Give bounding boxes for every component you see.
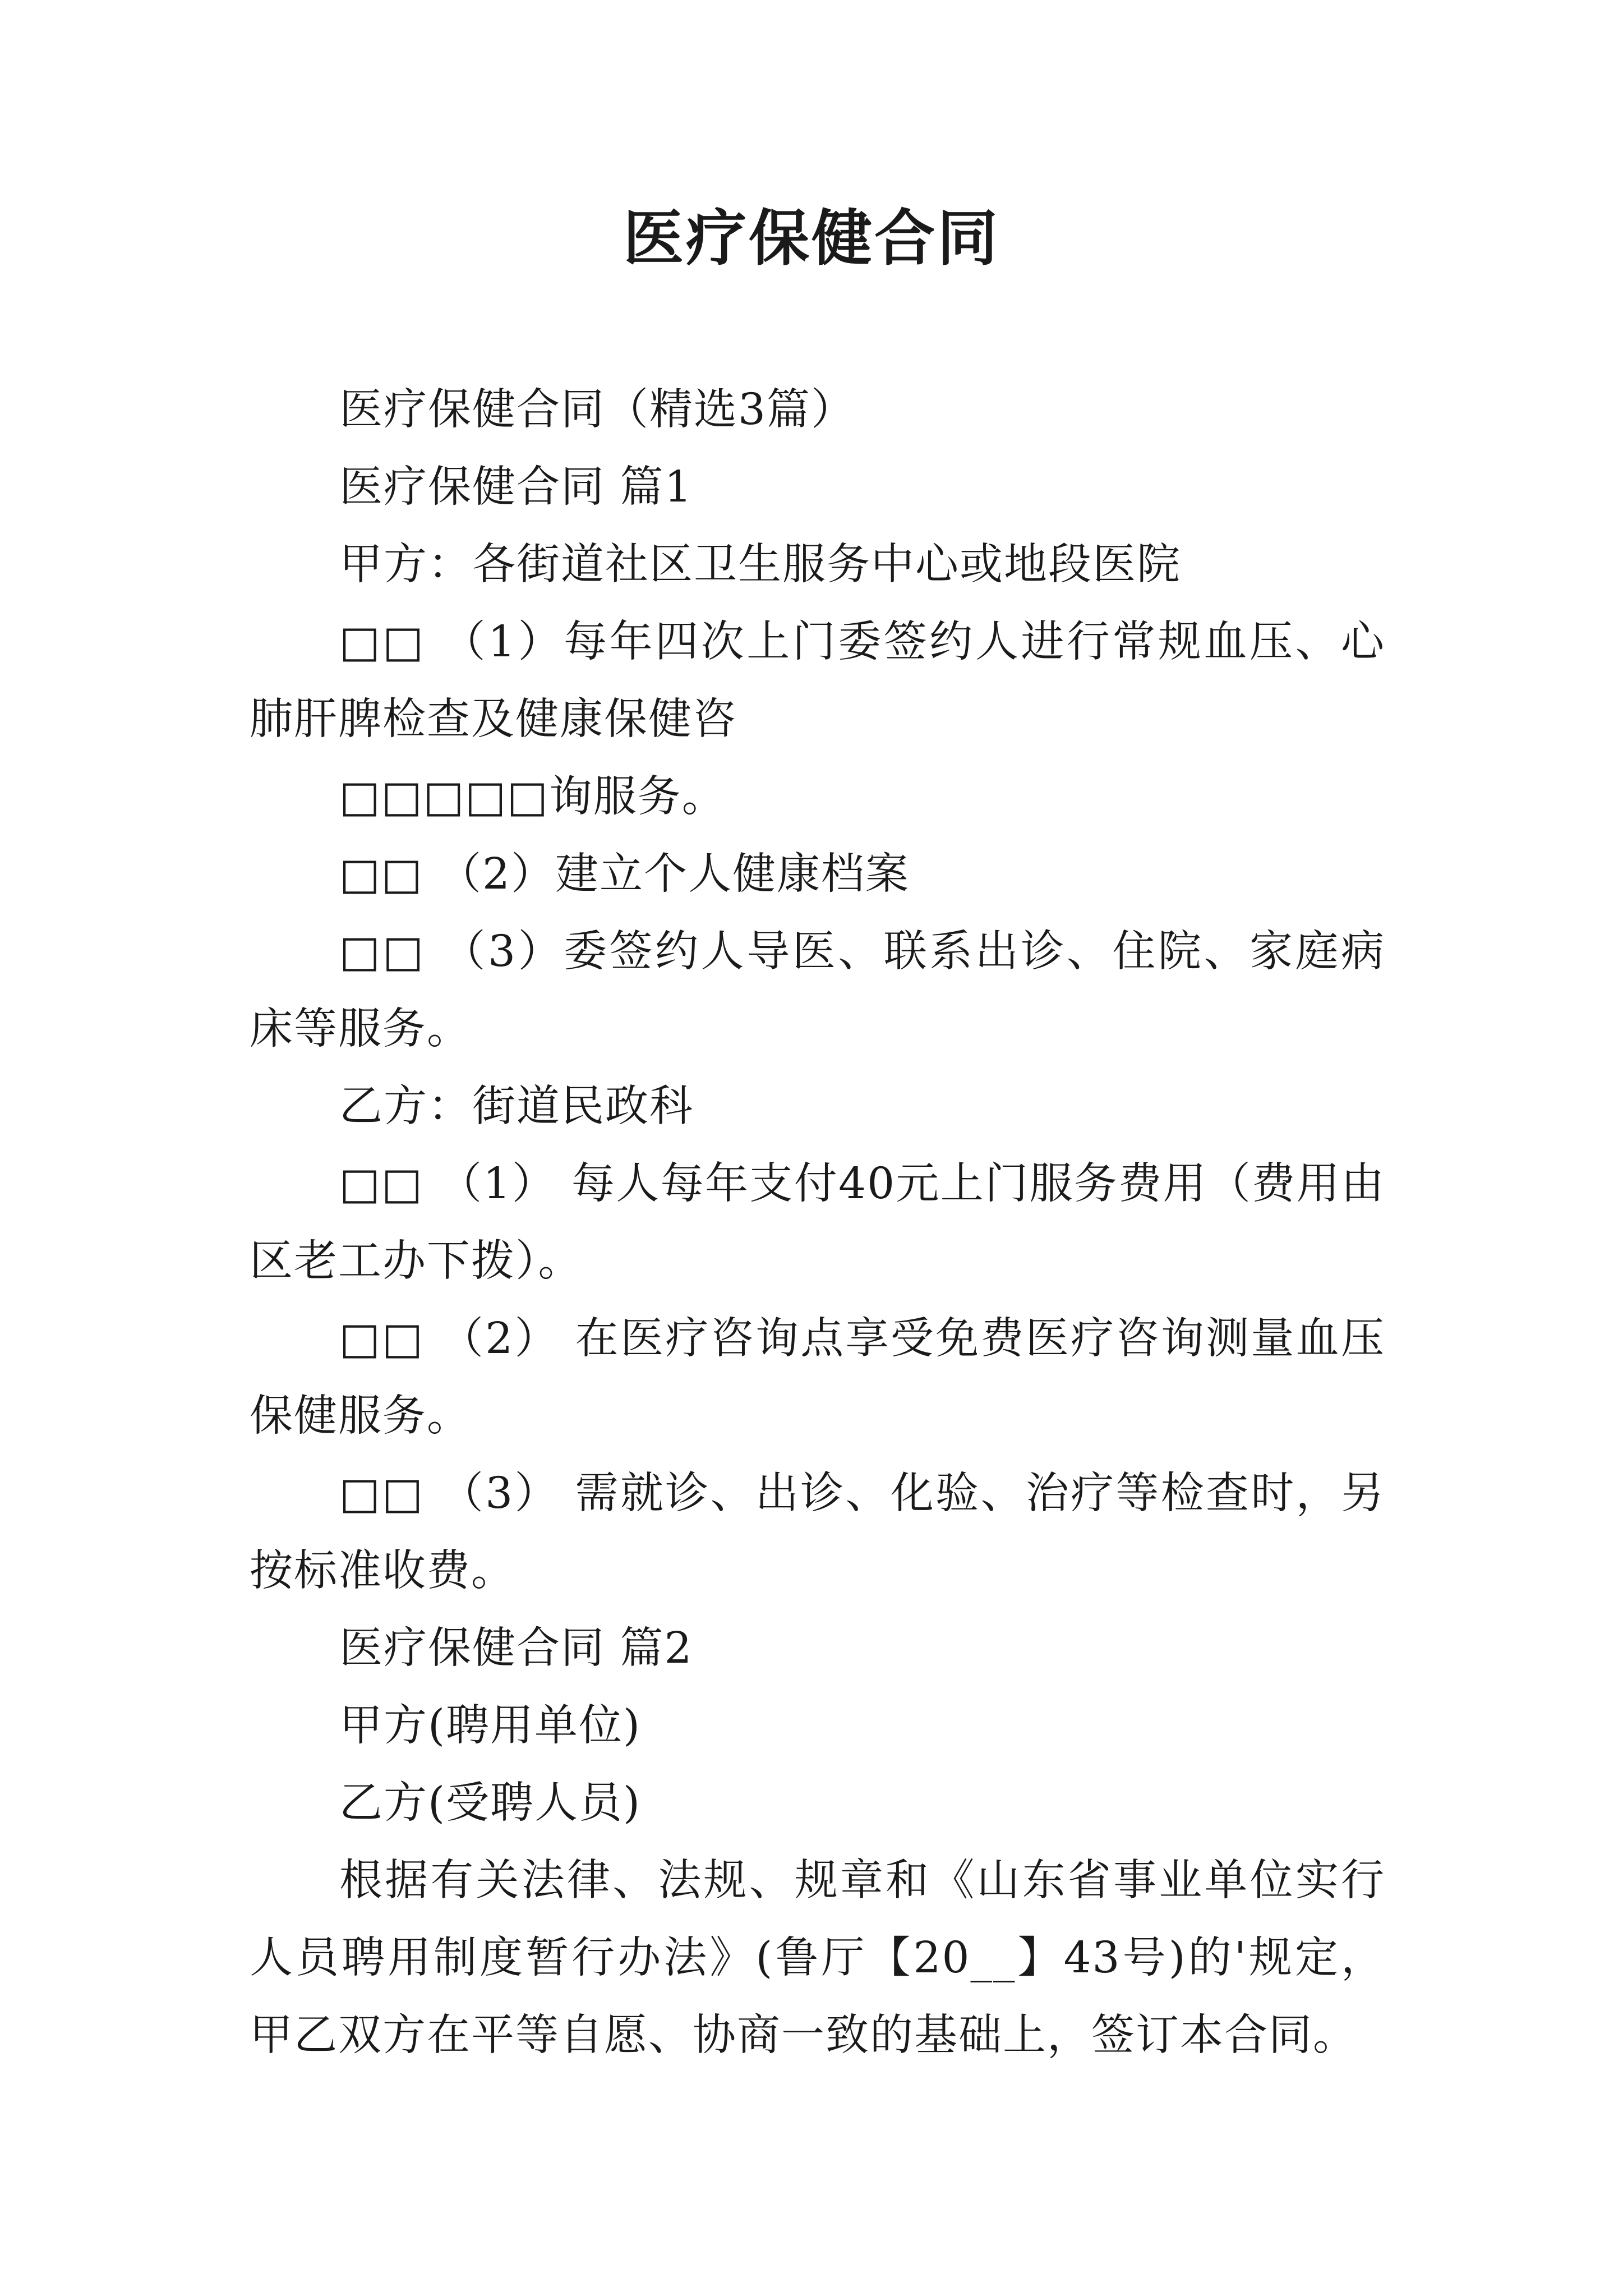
paragraph-b-item-3: □□ （3） 需就诊、出诊、化验、治疗等检查时，另按标准收费。 bbox=[250, 1469, 1385, 1596]
paragraph-party-b: 乙方：街道民政科 bbox=[339, 1082, 694, 1131]
paragraph-a-item-2: □□ （2）建立个人健康档案 bbox=[339, 849, 910, 899]
document-body bbox=[250, 371, 1385, 2074]
document-title: 医疗保健合同 bbox=[623, 203, 1000, 274]
paragraph-subtitle: 医疗保健合同（精选3篇） bbox=[339, 385, 855, 435]
paragraph-b-item-1: □□ （1） 每人每年支付40元上门服务费用（费用由区老工办下拨）。 bbox=[250, 1159, 1385, 1286]
section-heading-2: 医疗保健合同 篇2 bbox=[339, 1623, 693, 1673]
paragraph-employer: 甲方(聘用单位) bbox=[339, 1701, 642, 1751]
paragraph-employee: 乙方(受聘人员) bbox=[339, 1778, 642, 1828]
paragraph-b-item-2: □□ （2） 在医疗咨询点享受免费医疗咨询测量血压保健服务。 bbox=[250, 1314, 1385, 1441]
paragraph-a-item-1-cont: □□□□□询服务。 bbox=[339, 772, 726, 822]
paragraph-basis: 根据有关法律、法规、规章和《山东省事业单位实行人员聘用制度暂行办法》(鲁厅【20__】43号)的'规定，甲乙双方在平等自愿、协商一致的基础上，签订本合同。 bbox=[250, 1856, 1385, 2060]
section-heading-1: 医疗保健合同 篇1 bbox=[339, 462, 693, 512]
paragraph-a-item-1: □□ （1）每年四次上门委签约人进行常规血压、心肺肝脾检查及健康保健咨 bbox=[250, 617, 1385, 744]
paragraph-party-a: 甲方：各街道社区卫生服务中心或地段医院 bbox=[339, 540, 1181, 590]
paragraph-a-item-3: □□ （3）委签约人导医、联系出诊、住院、家庭病床等服务。 bbox=[250, 927, 1385, 1054]
